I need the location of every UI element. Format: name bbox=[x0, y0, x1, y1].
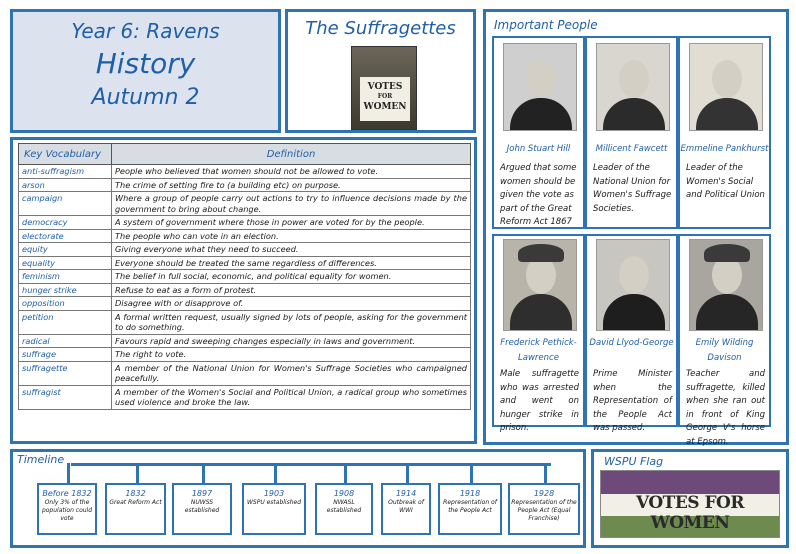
vocab-term: radical bbox=[19, 334, 112, 348]
person-description: Argued that some women should be given the vote as part of the Great Reform Act 1867 bbox=[500, 163, 577, 227]
timeline-connector bbox=[67, 463, 70, 484]
person-name: Emily Wilding Davison bbox=[695, 338, 754, 363]
portrait-coat bbox=[603, 294, 665, 331]
vocab-row bbox=[19, 297, 471, 311]
vocab-term: suffragist bbox=[19, 385, 112, 409]
timeline-connector bbox=[406, 463, 409, 484]
vocab-definition: A member of the National Union for Women's Suffrage Societies who campaigned peacefully. bbox=[112, 361, 471, 385]
person-name: Frederick Pethick-Lawrence bbox=[500, 338, 577, 363]
term-column-header: Key Vocabulary bbox=[19, 144, 112, 165]
person-description: Male suffragette who was arrested and went on hunger strike in prison. bbox=[500, 369, 579, 433]
vocab-definition: The people who can vote in an election. bbox=[112, 229, 471, 243]
portrait-photo bbox=[503, 43, 577, 131]
vocab-row bbox=[19, 361, 471, 385]
person-name: Emmeline Pankhurst bbox=[680, 144, 769, 154]
vocab-definition: The right to vote. bbox=[112, 348, 471, 362]
vocab-definition: Favours rapid and sweeping changes especially in laws and government. bbox=[112, 334, 471, 348]
vocab-term: suffragette bbox=[19, 361, 112, 385]
portrait-face bbox=[526, 60, 556, 98]
timeline-year: 1903 bbox=[263, 489, 285, 498]
timeline-year: 1918 bbox=[459, 489, 481, 498]
timeline-event bbox=[242, 483, 306, 535]
timeline-event bbox=[438, 483, 502, 535]
wspu-flag-image bbox=[600, 470, 780, 538]
vocab-term: anti-suffragism bbox=[19, 165, 112, 179]
timeline-line bbox=[71, 463, 551, 466]
vocab-definition: Giving everyone what they need to succeed. bbox=[112, 243, 471, 257]
vocab-term: electorate bbox=[19, 229, 112, 243]
sign-word: VOTES bbox=[367, 82, 403, 92]
portrait-coat bbox=[603, 98, 665, 131]
timeline-text: Representation of the People Act (Equal Franchise) bbox=[511, 499, 577, 522]
vocab-row bbox=[19, 178, 471, 192]
portrait-photo bbox=[596, 239, 670, 331]
people-heading: Important People bbox=[494, 18, 598, 32]
vocab-definition: A system of government where those in power are voted for by the people. bbox=[112, 216, 471, 230]
person-card bbox=[492, 234, 585, 433]
timeline-text: Outbreak of WWI bbox=[388, 499, 424, 514]
vocab-row bbox=[19, 243, 471, 257]
suffragettes-photo bbox=[351, 46, 417, 130]
timeline-year: 1914 bbox=[395, 489, 417, 498]
vocab-row bbox=[19, 229, 471, 243]
portrait-photo bbox=[689, 239, 763, 331]
portrait-hat bbox=[518, 244, 564, 262]
vocab-term: democracy bbox=[19, 216, 112, 230]
timeline-year: 1897 bbox=[191, 489, 213, 498]
title-panel bbox=[10, 9, 281, 133]
portrait-face bbox=[712, 60, 742, 98]
portrait-photo bbox=[689, 43, 763, 131]
vocab-term: feminism bbox=[19, 270, 112, 284]
timeline-connector bbox=[344, 463, 347, 484]
flag-text: VOTES FOR WOMEN bbox=[635, 493, 744, 533]
person-description: Prime Minister when the Representation of the People Act was passed. bbox=[593, 369, 672, 433]
vocabulary-panel bbox=[10, 137, 477, 444]
vocab-definition: People who believed that women should not be allowed to vote. bbox=[112, 165, 471, 179]
person-name: John Stuart Hill bbox=[506, 144, 571, 154]
timeline-event bbox=[172, 483, 232, 535]
timeline-event bbox=[381, 483, 431, 535]
timeline-event bbox=[508, 483, 580, 535]
vocab-term: suffrage bbox=[19, 348, 112, 362]
timeline-year: 1832 bbox=[125, 489, 146, 498]
vocab-definition: Refuse to eat as a form of protest. bbox=[112, 283, 471, 297]
flag-panel bbox=[591, 449, 789, 548]
vocab-row bbox=[19, 334, 471, 348]
vocab-row bbox=[19, 165, 471, 179]
important-people-panel bbox=[483, 9, 789, 445]
vocab-row bbox=[19, 310, 471, 334]
portrait-face bbox=[619, 256, 649, 294]
vocab-row bbox=[19, 216, 471, 230]
class-name: Year 6: Ravens bbox=[71, 19, 220, 43]
vocab-term: hunger strike bbox=[19, 283, 112, 297]
vocab-term: petition bbox=[19, 310, 112, 334]
portrait-photo bbox=[503, 239, 577, 331]
timeline-text: WSPU established bbox=[246, 499, 302, 506]
person-card bbox=[678, 36, 771, 229]
timeline-event bbox=[105, 483, 166, 535]
vocab-row bbox=[19, 256, 471, 270]
timeline-event bbox=[315, 483, 373, 535]
vocab-row bbox=[19, 192, 471, 216]
vocab-definition: Disagree with or disapprove of. bbox=[112, 297, 471, 311]
flag-heading: WSPU Flag bbox=[604, 455, 664, 468]
person-card bbox=[585, 36, 678, 229]
timeline-connector bbox=[136, 463, 139, 484]
timeline-event bbox=[37, 483, 97, 535]
sign-word: WOMEN bbox=[363, 102, 407, 112]
person-description: Teacher and suffragette, killed when she ran out in front of King George V's horse at Epsom. bbox=[686, 369, 765, 447]
timeline-year: 1908 bbox=[333, 489, 355, 498]
person-card bbox=[678, 234, 771, 447]
vocab-row bbox=[19, 283, 471, 297]
portrait-hat bbox=[704, 244, 750, 262]
vocab-definition: The belief in full social, economic, and political equality for women. bbox=[112, 270, 471, 284]
topic-panel bbox=[285, 9, 476, 133]
person-description: Leader of the National Union for Women's Suffrage Societies. bbox=[593, 163, 672, 214]
timeline-connector bbox=[202, 463, 205, 484]
vocab-row bbox=[19, 385, 471, 409]
subject-title: History bbox=[95, 47, 196, 80]
timeline-text: Representation of the People Act bbox=[443, 499, 497, 514]
topic-title: The Suffragettes bbox=[305, 18, 456, 39]
timeline-connector bbox=[470, 463, 473, 484]
photo-sign bbox=[360, 77, 410, 121]
vocab-term: equality bbox=[19, 256, 112, 270]
timeline-text: Great Reform Act bbox=[109, 499, 162, 506]
vocab-definition: The crime of setting fire to (a building etc) on purpose. bbox=[112, 178, 471, 192]
person-card bbox=[492, 36, 585, 229]
vocab-term: opposition bbox=[19, 297, 112, 311]
timeline-text: Only 3% of the population could vote bbox=[41, 499, 93, 522]
portrait-coat bbox=[696, 98, 758, 131]
portrait-face bbox=[619, 60, 649, 98]
vocab-definition: A member of the Women's Social and Political Union, a radical group who sometimes used violence and broke the law. bbox=[112, 385, 471, 409]
timeline-text: NWASL established bbox=[326, 499, 362, 514]
definition-column-header: Definition bbox=[112, 144, 471, 165]
term-name: Autumn 2 bbox=[91, 85, 200, 110]
vocab-term: equity bbox=[19, 243, 112, 257]
person-card bbox=[585, 234, 678, 433]
portrait-coat bbox=[510, 294, 572, 331]
vocab-term: arson bbox=[19, 178, 112, 192]
person-name: David Llyod-George bbox=[589, 338, 674, 348]
flag-stripe-purple bbox=[601, 471, 779, 494]
person-description: Leader of the Women's Social and Political Union bbox=[686, 163, 765, 200]
timeline-heading: Timeline bbox=[17, 453, 65, 466]
vocab-row bbox=[19, 270, 471, 284]
vocab-definition: Where a group of people carry out actions to try to influence decisions made by the government to bring about change. bbox=[112, 192, 471, 216]
vocabulary-table bbox=[18, 143, 471, 410]
timeline-panel bbox=[10, 449, 586, 548]
portrait-photo bbox=[596, 43, 670, 131]
timeline-connector bbox=[544, 463, 547, 484]
timeline-year: 1928 bbox=[533, 489, 555, 498]
timeline-connector bbox=[274, 463, 277, 484]
portrait-coat bbox=[510, 98, 572, 131]
person-name: Millicent Fawcett bbox=[595, 144, 668, 154]
timeline-text: NUWSS established bbox=[184, 499, 220, 514]
sign-word: FOR bbox=[377, 93, 393, 100]
vocab-row bbox=[19, 348, 471, 362]
vocab-definition: Everyone should be treated the same regardless of differences. bbox=[112, 256, 471, 270]
vocab-definition: A formal written request, usually signed by lots of people, asking for the government to do something. bbox=[112, 310, 471, 334]
vocab-term: campaign bbox=[19, 192, 112, 216]
portrait-coat bbox=[696, 294, 758, 331]
timeline-year: Before 1832 bbox=[42, 489, 92, 498]
